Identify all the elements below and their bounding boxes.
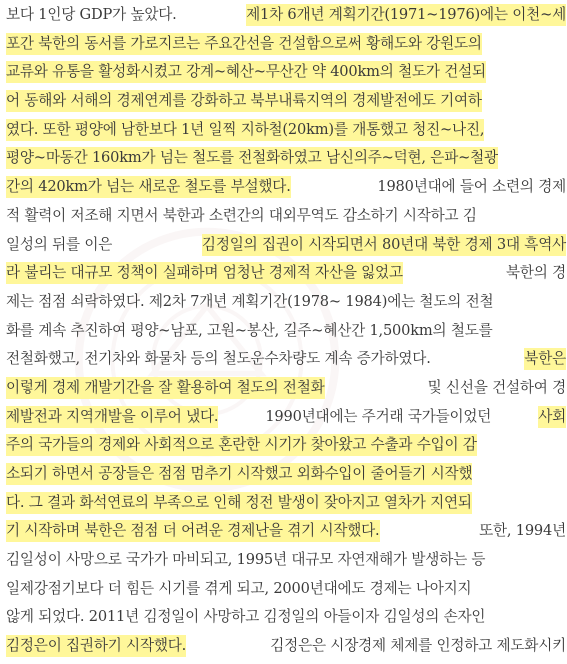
- text-line: [6, 434, 566, 463]
- highlighted-text: 였다. 또한 평양에 남한보다 1년 일찍 지하철(20km)를 개통했고 청진~나진,: [6, 119, 484, 141]
- highlighted-text: 라 불리는 대규모 정책이 실패하며 엄청난 경제적 자산을 잃었고: [6, 262, 403, 284]
- text-line: [6, 520, 566, 549]
- text-line: [6, 377, 566, 406]
- text-line: [6, 291, 566, 320]
- body-text: 1990년대에는 주거래 국가들이었던: [260, 407, 496, 425]
- body-text: 보다 1인당 GDP가 높았다.: [6, 6, 182, 23]
- document-body: [6, 4, 566, 664]
- text-line: [6, 147, 566, 176]
- text-line: [6, 4, 566, 33]
- text-line: [6, 234, 566, 263]
- highlighted-text: 사회: [538, 406, 566, 428]
- body-text: 않게 되었다. 2011년 김정일이 사망하고 김정일의 아들이자 김일성의 손자인: [6, 608, 486, 626]
- highlighted-text: 제발전과 지역개발을 이루어 냈다.: [6, 406, 218, 428]
- text-line: [6, 119, 566, 148]
- highlighted-text: 이렇게 경제 개발기간을 잘 활용하여 철도의 전철화: [6, 377, 325, 399]
- text-line: [6, 549, 566, 578]
- highlighted-text: 평양~마동간 160km가 넘는 철도를 전철화하였고 남신의주~덕현, 은파~철광: [6, 147, 498, 169]
- body-text: 일성의 뒤를 이은: [6, 235, 117, 253]
- highlighted-text: 소되기 하면서 공장들은 점점 멈추기 시작했고 외화수입이 줄어들기 시작했: [6, 463, 472, 485]
- text-line: [6, 320, 566, 349]
- body-text: 화를 계속 추진하여 평양~남포, 고원~봉산, 길주~혜산간 1,500km의 철도를: [6, 321, 493, 339]
- text-line: [6, 492, 566, 521]
- highlighted-text: 김정일의 집권이 시작되면서 80년대 북한 경제 3대 흑역사: [202, 234, 566, 256]
- text-line: [6, 61, 566, 90]
- highlighted-text: 다. 그 결과 화석연료의 부족으로 인해 정전 발생이 잦아지고 열차가 지연되: [6, 492, 472, 514]
- highlighted-text: 어 동해와 서해의 경제연계를 강화하고 북부내륙지역의 경제발전에도 기여하: [6, 90, 482, 112]
- text-line: [6, 578, 566, 607]
- text-line: [6, 406, 566, 435]
- text-line: [6, 635, 566, 664]
- text-line: [6, 33, 566, 62]
- body-text: 김정은은 시장경제 체제를 인정하고 제도화시키: [265, 637, 566, 655]
- highlighted-text: 김정은이 집권하기 시작했다.: [6, 635, 186, 657]
- text-line: [6, 90, 566, 119]
- body-text: 전철화했고, 전기차와 화물차 등의 철도운수차량도 계속 증가하였다.: [6, 350, 436, 368]
- text-line: [6, 348, 566, 377]
- body-text: 제는 점점 쇠락하였다. 제2차 7개년 계획기간(1978~ 1984)에는 철도의 전철: [6, 292, 494, 310]
- body-text: 적 활력이 저조해 지면서 북한과 소련간의 대외무역도 감소하기 시작하고 김: [6, 206, 477, 224]
- highlighted-text: 제1차 6개년 계획기간(1971~1976)에는 이천~세: [246, 4, 566, 26]
- body-text: 및 신선을 건설하여 경: [423, 378, 566, 396]
- text-line: [6, 176, 566, 205]
- body-text: 북한의 경: [501, 264, 566, 282]
- text-line: [6, 205, 566, 234]
- text-line: [6, 463, 566, 492]
- highlighted-text: 북한은: [524, 348, 566, 370]
- text-line: [6, 262, 566, 291]
- body-text: 또한, 1994년: [474, 522, 566, 540]
- highlighted-text: 교류와 유통을 활성화시켰고 강계~혜산~무산간 약 400km의 철도가 건설되: [6, 61, 486, 83]
- highlighted-text: 포간 북한의 동서를 가로지르는 주요간선을 건설함으로써 황해도와 강원도의: [6, 33, 482, 55]
- body-text: 1980년대에 들어 소련의 경제: [372, 178, 566, 196]
- body-text: 일제강점기보다 더 힘든 시기를 겪게 되고, 2000년대에도 경제는 나아지지: [6, 579, 472, 597]
- highlighted-text: 간의 420km가 넘는 새로운 철도를 부설했다.: [6, 176, 291, 198]
- text-line: [6, 606, 566, 635]
- body-text: 김일성이 사망으로 국가가 마비되고, 1995년 대규모 자연재해가 발생하는 등: [6, 551, 486, 569]
- highlighted-text: 주의 국가들의 경제와 사회적으로 혼란한 시기가 찾아왔고 수출과 수입이 감: [6, 434, 477, 456]
- highlighted-text: 기 시작하며 북한은 점점 더 어려운 경제난을 겪기 시작했다.: [6, 520, 380, 542]
